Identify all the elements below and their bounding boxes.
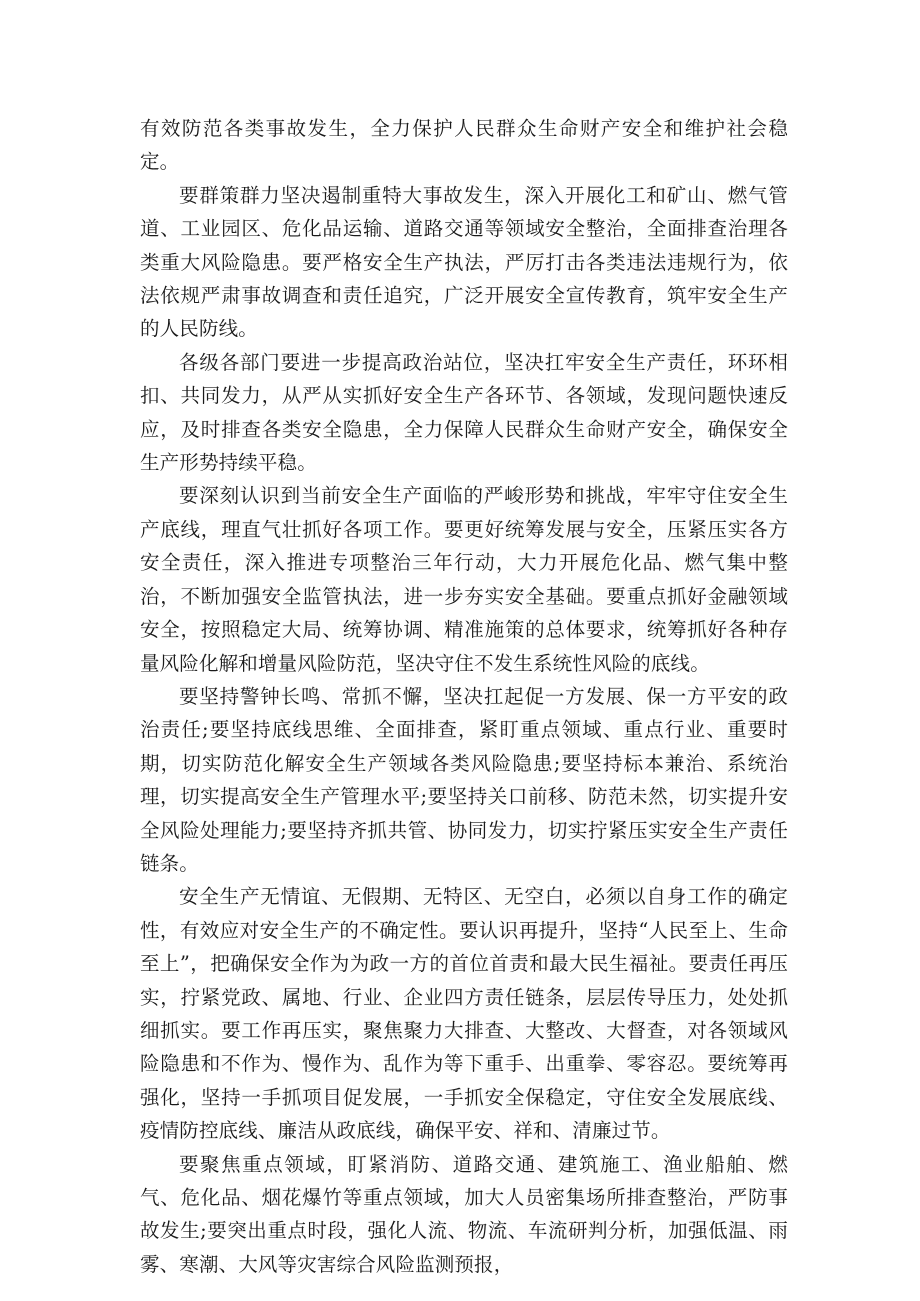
paragraph-6: 安全生产无情谊、无假期、无特区、无空白，必须以自身工作的确定性，有效应对安全生产的不确定性。要认识再提升，坚持“人民至上、生命至上”，把确保安全作为为政一方的首位首责和最大民生福祉。要责任再压实，拧紧党政、属地、行业、企业四方责任链条，层层传导压力，处处抓细抓实。要工作再压实，聚焦聚力大排查、大整改、大督查，对各领域风险隐患和不作为、慢作为、乱作为等下重手、出重拳、零容忍。要统筹再强化，坚持一手抓项目促发展，一手抓安全保稳定，守住安全发展底线、疫情防控底线、廉洁从政底线，确保平安、祥和、清廉过节。 [140,885,788,1143]
paragraph-7: 要聚焦重点领域，盯紧消防、道路交通、建筑施工、渔业船舶、燃气、危化品、烟花爆竹等重点领域，加大人员密集场所排查整治，严防事故发生;要突出重点时段，强化人流、物流、车流研判分析，加强低温、雨雾、寒潮、大风等灾害综合风险监测预报， [140,1152,788,1276]
paragraph-1: 有效防范各类事故发生，全力保护人民群众生命财产安全和维护社会稳定。 [140,117,788,174]
paragraph-3: 各级各部门要进一步提高政治站位，坚决扛牢安全生产责任，环环相扣、共同发力，从严从实抓好安全生产各环节、各领域，发现问题快速反应，及时排查各类安全隐患，全力保障人民群众生命财产安全，确保安全生产形势持续平稳。 [140,350,788,475]
paragraph-4: 要深刻认识到当前安全生产面临的严峻形势和挑战，牢牢守住安全生产底线，理直气壮抓好各项工作。要更好统筹发展与安全，压紧压实各方安全责任，深入推进专项整治三年行动，大力开展危化品、燃气集中整治，不断加强安全监管执法，进一步夯实安全基础。要重点抓好金融领域安全，按照稳定大局、统筹协调、精准施策的总体要求，统筹抓好各种存量风险化解和增量风险防范，坚决守住不发生系统性风险的底线。 [140,484,788,675]
paragraph-2: 要群策群力坚决遏制重特大事故发生，深入开展化工和矿山、燃气管道、工业园区、危化品运输、道路交通等领域安全整治，全面排查治理各类重大风险隐患。要严格安全生产执法，严厉打击各类违法违规行为，依法依规严肃事故调查和责任追究，广泛开展安全宣传教育，筑牢安全生产的人民防线。 [140,183,788,341]
paragraph-5: 要坚持警钟长鸣、常抓不懈，坚决扛起促一方发展、保一方平安的政治责任;要坚持底线思维、全面排查，紧盯重点领域、重点行业、重要时期，切实防范化解安全生产领域各类风险隐患;要坚持标本兼治、系统治理，切实提高安全生产管理水平;要坚持关口前移、防范未然，切实提升安全风险处理能力;要坚持齐抓共管、协同发力，切实拧紧压实安全生产责任链条。 [140,684,788,875]
document-body [140,112,788,1281]
